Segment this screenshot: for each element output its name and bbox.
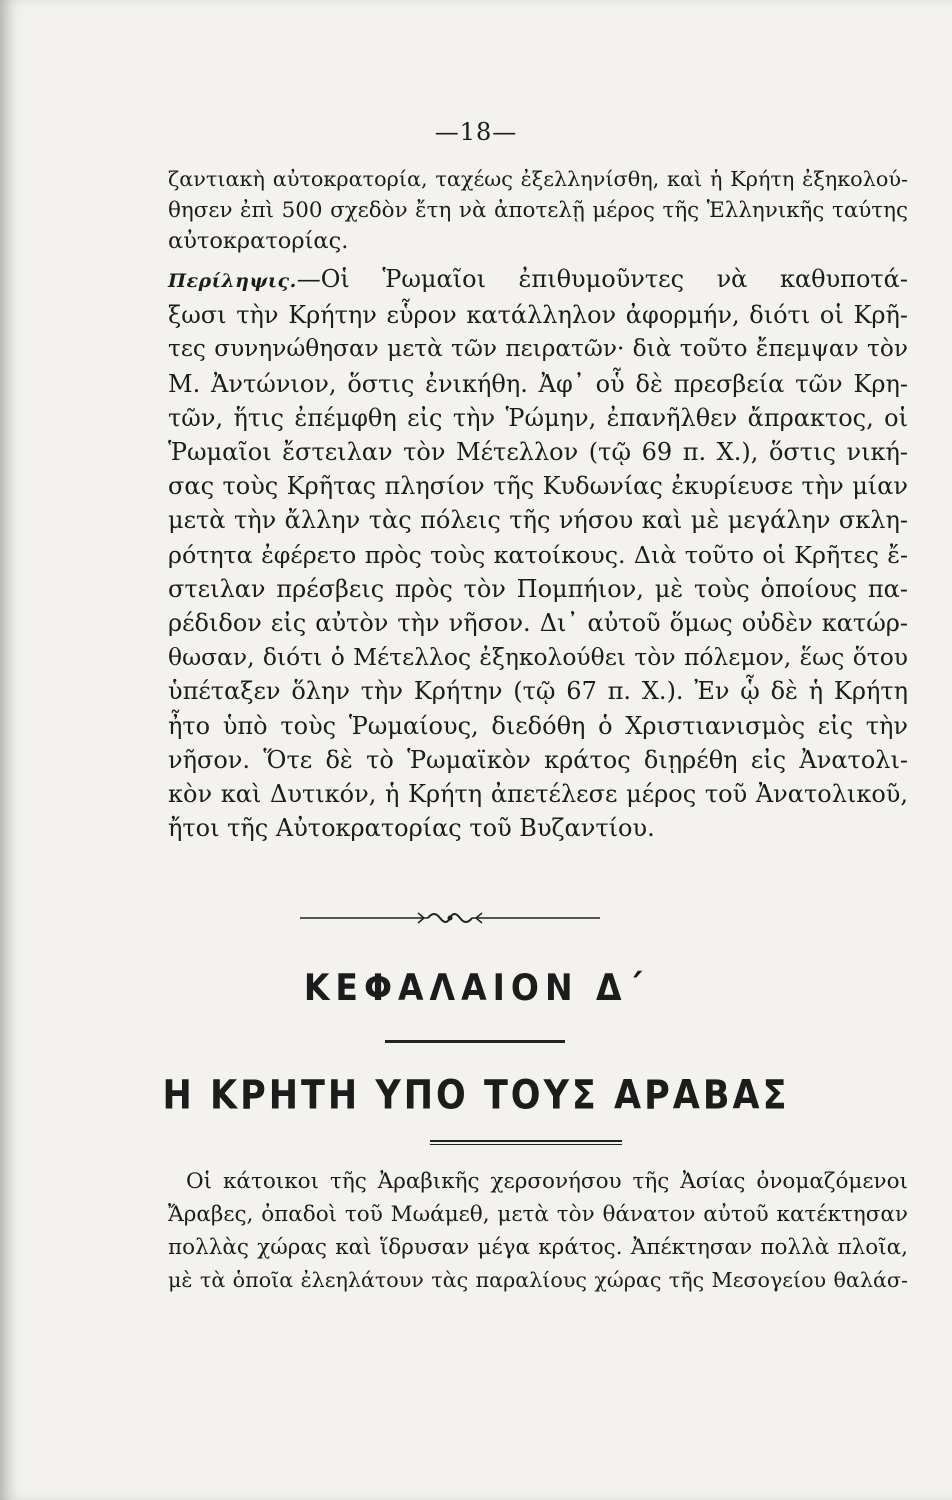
text-line: Οἱ κάτοικοι τῆς Ἀραβικῆς χερσονήσου τῆς Ἀσίας ὀνομαζόμενοι — [186, 1169, 908, 1194]
paragraph-continuation — [168, 164, 908, 257]
text-line: ρότητα ἐφέρετο πρὸς τοὺς κατοίκους. Διὰ τοῦτο οἱ Κρῆτες ἔ- — [168, 540, 908, 569]
summary-sidehead: Περίληψις. — [168, 270, 297, 292]
chapter-title: Η ΚΡΗΤΗ ΥΠΟ ΤΟΥΣ ΑΡΑΒΑΣ — [162, 1073, 790, 1119]
summary-paragraph — [168, 262, 908, 845]
text-line: κὸν καὶ Δυτικόν, ἡ Κρήτη ἀπετέλεσε μέρος τοῦ Ἀνατολικοῦ, — [168, 780, 908, 809]
chapter-label: ΚΕΦΑΛΑΙΟΝ Δ΄ — [303, 966, 649, 1009]
text-line: αὐτοκρατορίας. — [168, 228, 349, 254]
text-line: πολλὰς χώρας καὶ ἵδρυσαν μέγα κράτος. Ἀπέκτησαν πολλὰ πλοῖα, — [168, 1235, 908, 1260]
chapter-rule — [385, 1040, 565, 1043]
text-line: Ἄραβες, ὀπαδοὶ τοῦ Μωάμεθ, μετὰ τὸν θάνατον αὐτοῦ κατέκτησαν — [168, 1202, 908, 1227]
chapter-opening-paragraph — [168, 1165, 908, 1297]
title-double-rule — [430, 1140, 622, 1145]
text-line: ἤτοι τῆς Αὐτοκρατορίας τοῦ Βυζαντίου. — [168, 814, 655, 843]
decorative-divider — [300, 906, 600, 930]
text-line: ρέδιδον εἰς αὐτὸν τὴν νῆσον. Δι᾽ αὐτοῦ ὅμως οὐδὲν κατώρ- — [168, 609, 908, 638]
page-number: —18— — [434, 118, 518, 146]
text-line: ξωσι τὴν Κρήτην εὗρον κατάλληλον ἀφορμήν, διότι οἱ Κρῆ- — [168, 301, 908, 330]
text-line: ἦτο ὑπὸ τοὺς Ῥωμαίους, διεδόθη ὁ Χριστιανισμὸς εἰς τὴν — [168, 711, 908, 740]
text-line: στειλαν πρέσβεις πρὸς τὸν Πομπήιον, μὲ τοὺς ὁποίους πα- — [168, 574, 908, 603]
text-line: τῶν, ἥτις ἐπέμφθη εἰς τὴν Ῥώμην, ἐπανῆλθεν ἄπρακτος, οἱ — [168, 403, 908, 432]
text-line: νῆσον. Ὅτε δὲ τὸ Ῥωμαϊκὸν κράτος διῃρέθη εἰς Ἀνατολι- — [168, 745, 908, 774]
text-line: θωσαν, διότι ὁ Μέτελλος ἐξηκολούθει τὸν πόλεμον, ἕως ὅτου — [168, 643, 908, 672]
text-line: σας τοὺς Κρῆτας πλησίον τῆς Κυδωνίας ἐκυρίευσε τὴν μίαν — [168, 472, 908, 501]
text-line: ζαντιακὴ αὐτοκρατορία, ταχέως ἐξελληνίσθη, καὶ ἡ Κρήτη ἐξηκολού- — [168, 167, 908, 191]
text-line: μετὰ τὴν ἄλλην τὰς πόλεις τῆς νήσου καὶ μὲ μεγάλην σκλη- — [168, 506, 908, 535]
text-fragment: —Οἱ Ῥωμαῖοι ἐπιθυμοῦντες νὰ καθυποτά- — [296, 265, 908, 293]
text-line: Ῥωμαῖοι ἔστειλαν τὸν Μέτελλον (τῷ 69 π. Χ.), ὅστις νική- — [168, 438, 908, 467]
text-line: τες συνηνώθησαν μετὰ τῶν πειρατῶν· διὰ τοῦτο ἔπεμψαν τὸν — [168, 335, 908, 363]
text-line — [168, 262, 908, 298]
text-line: μὲ τὰ ὁποῖα ἐλεηλάτουν τὰς παραλίους χώρας τῆς Μεσογείου θαλάσ- — [168, 1268, 908, 1292]
text-line: ὑπέταξεν ὅλην τὴν Κρήτην (τῷ 67 π. Χ.). Ἐν ᾧ δὲ ἡ Κρήτη — [168, 677, 908, 706]
text-line: Μ. Ἀντώνιον, ὅστις ἐνικήθη. Ἀφ᾽ οὗ δὲ πρεσβεία τῶν Κρη- — [168, 369, 908, 398]
text-line: θησεν ἐπὶ 500 σχεδὸν ἔτη νὰ ἀποτελῇ μέρος τῆς Ἑλληνικῆς ταύτης — [168, 198, 908, 223]
